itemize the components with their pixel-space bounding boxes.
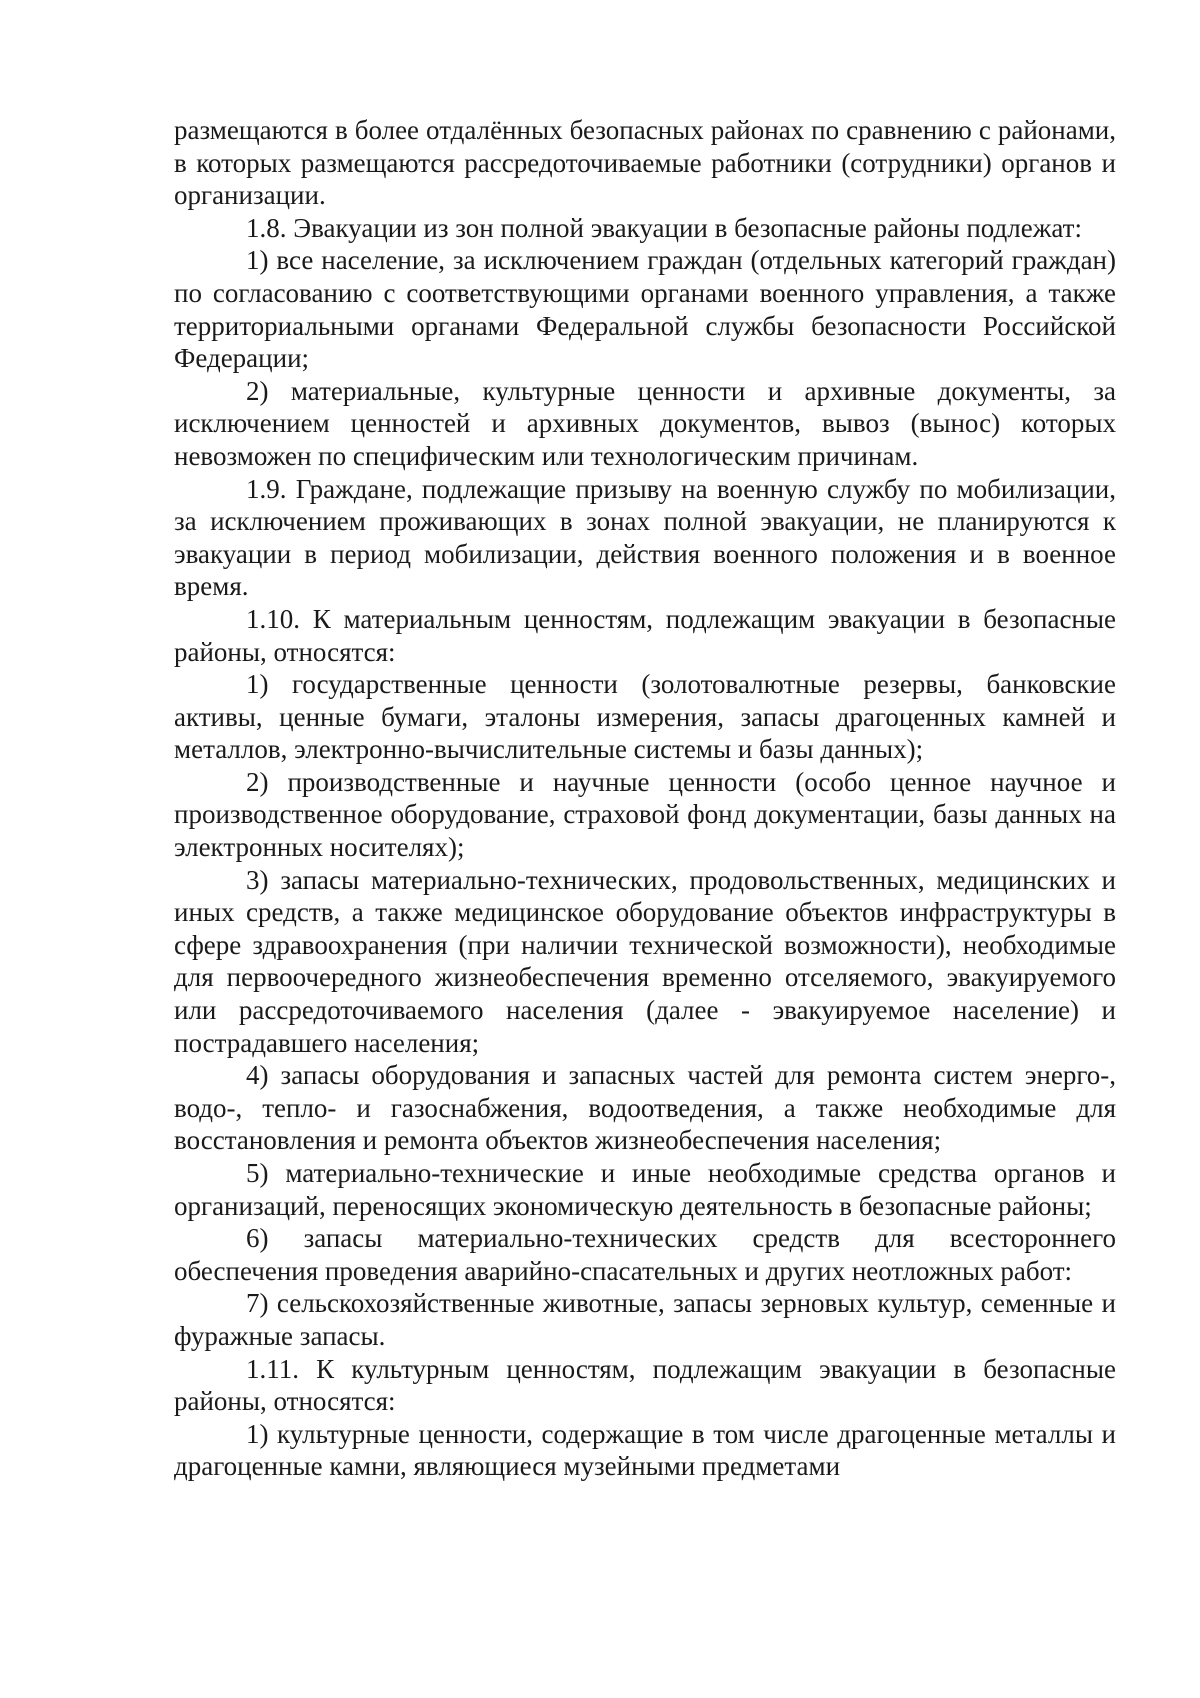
paragraph-1-8-item-2: 2) материальные, культурные ценности и архивные документы, за исключением ценностей и архивных документов, вывоз (вынос) которых невозможен по специфическим или технологическим причинам. xyxy=(174,375,1116,471)
paragraph-1-10-item-6: 6) запасы материально-технических средств для всестороннего обеспечения проведения аварийно-спасательных и других неотложных работ: xyxy=(174,1223,1116,1286)
paragraph-1-10-item-4: 4) запасы оборудования и запасных частей для ремонта систем энерго-, водо-, тепло- и газоснабжения, водоотведения, а также необходимые для восстановления и ремонта объектов жизнеобеспечения населения; xyxy=(174,1060,1116,1156)
paragraph-1-9: 1.9. Граждане, подлежащие призыву на военную службу по мобилизации, за исключением проживающих в зонах полной эвакуации, не планируются к эвакуации в период мобилизации, действия военного положения и в военное время. xyxy=(174,473,1116,602)
paragraph-1-11: 1.11. К культурным ценностям, подлежащим эвакуации в безопасные районы, относятся: xyxy=(174,1353,1116,1417)
paragraph-1-10-item-5: 5) материально-технические и иные необходимые средства органов и организаций, переносящих экономическую деятельность в безопасные районы; xyxy=(174,1158,1116,1221)
paragraph-1-8-item-1: 1) все население, за исключением граждан (отдельных категорий граждан) по согласованию с соответствующими органами военного управления, а также территориальными органами Федеральной службы безопасности Российской Федерации; xyxy=(174,245,1116,374)
paragraph-1-11-item-1: 1) культурные ценности, содержащие в том числе драгоценные металлы и драгоценные камни, являющиеся музейными предметами xyxy=(174,1418,1116,1482)
paragraph-1-8: 1.8. Эвакуации из зон полной эвакуации в безопасные районы подлежат: xyxy=(246,212,1082,243)
paragraph-1-10-item-1: 1) государственные ценности (золотовалютные резервы, банковские активы, ценные бумаги, эталоны измерения, запасы драгоценных камней и металлов, электронно-вычислительные системы и базы данных); xyxy=(174,669,1116,765)
paragraph-continuation: размещаются в более отдалённых безопасных районах по сравнению с районами, в которых размещаются рассредоточиваемые работники (сотрудники) органов и организации. xyxy=(174,115,1116,211)
document-body xyxy=(174,114,1116,1483)
paragraph-1-10-item-3: 3) запасы материально-технических, продовольственных, медицинских и иных средств, а также медицинское оборудование объектов инфраструктуры в сфере здравоохранения (при наличии технической возможности), необходимые для первоочередного жизнеобеспечения временно отселяемого, эвакуируемого или рассредоточиваемого населения (далее - эвакуируемое население) и пострадавшего населения; xyxy=(174,864,1116,1058)
paragraph-1-10-item-7: 7) сельскохозяйственные животные, запасы зерновых культур, семенные и фуражные запасы. xyxy=(174,1288,1116,1351)
paragraph-1-10-item-2: 2) производственные и научные ценности (особо ценное научное и производственное оборудование, страховой фонд документации, базы данных на электронных носителях); xyxy=(174,766,1116,863)
paragraph-1-10: 1.10. К материальным ценностям, подлежащим эвакуации в безопасные районы, относятся: xyxy=(174,603,1116,667)
